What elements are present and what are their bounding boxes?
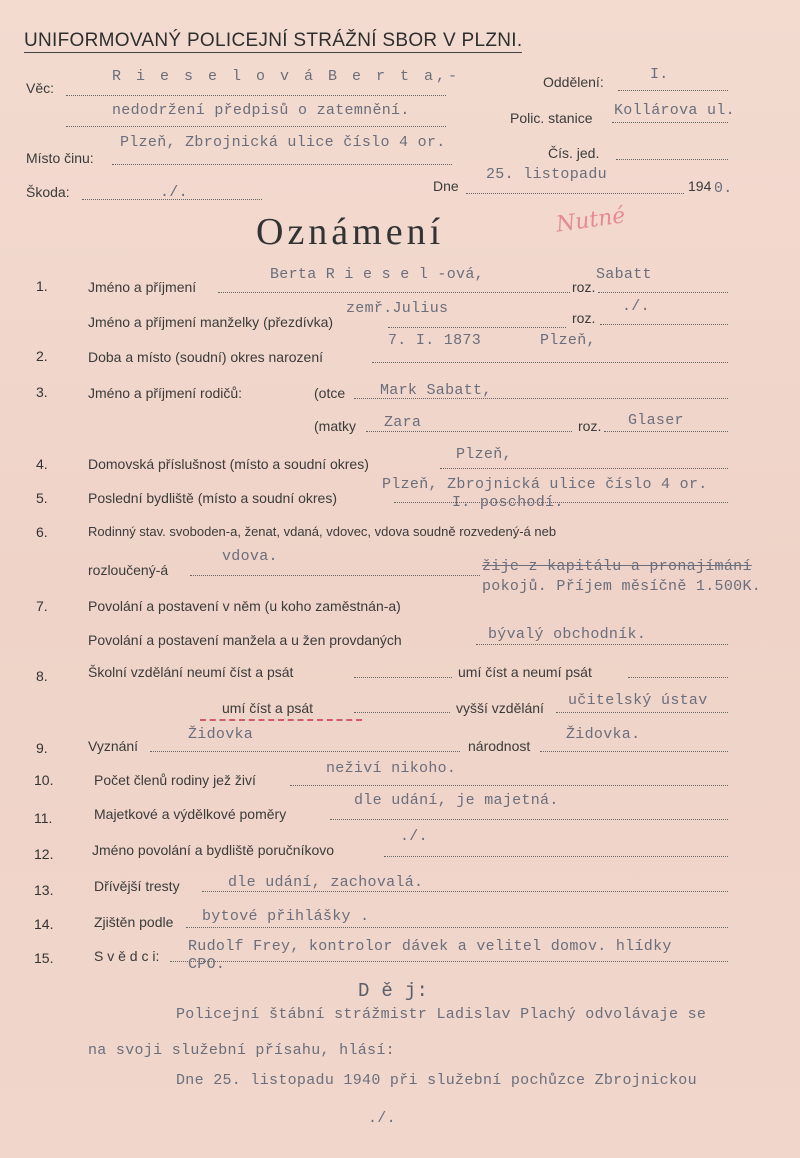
item-number: 9. — [36, 740, 48, 756]
form-title: Oznámení — [256, 211, 445, 253]
manzel-label: Jméno a příjmení manželky (přezdívka) — [88, 314, 334, 330]
dej-line-4: ./. — [368, 1110, 396, 1127]
vec-value-1: R i e s e l o v á B e r t a,- — [112, 68, 461, 85]
rodinny-value: vdova. — [222, 548, 278, 565]
povolani-label: Povolání a postavení v něm (u koho zaměstnán-a) — [88, 598, 401, 614]
jmeno-label: Jméno a příjmení — [88, 279, 197, 295]
narodnost-label: národnost — [468, 738, 531, 754]
zjisten-value: bytové přihlášky . — [202, 908, 370, 925]
item-number: 12. — [34, 846, 54, 862]
vyssi-label: vyšší vzdělání — [456, 700, 544, 716]
tresty-label: Dřívější tresty — [94, 878, 180, 894]
stanice-label: Polic. stanice — [510, 110, 593, 126]
roz-label-2: roz. — [572, 310, 596, 326]
vec-label: Věc: — [26, 80, 55, 96]
item-number: 8. — [36, 668, 48, 684]
svedci-value-1: Rudolf Frey, kontrolor dávek a velitel domov. hlídky — [188, 938, 672, 955]
porucnik-value: ./. — [400, 828, 428, 845]
item-number: 6. — [36, 524, 48, 540]
item-number: 15. — [34, 950, 54, 966]
povolani-value-2: pokojů. Příjem měsíčně 1.500K. — [482, 578, 762, 595]
year-typed: 0. — [714, 180, 733, 197]
otce-label: (otce — [314, 385, 346, 401]
zjisten-label: Zjištěn podle — [94, 914, 174, 930]
skolni-label: Školní vzdělání neumí číst a psát — [88, 664, 294, 680]
dej-line-1: Policejní štábní strážmistr Ladislav Plachý odvolávaje se — [176, 1006, 707, 1023]
bydliste-label: Poslední bydliště (místo a soudní okres) — [88, 490, 338, 506]
dne-label: Dne — [433, 178, 459, 194]
stanice-value: Kollárova ul. — [614, 102, 735, 119]
povolani-value-1: žije z kapitálu a pronajímání — [482, 558, 752, 575]
oddeleni-label: Oddělení: — [543, 74, 604, 90]
item-number: 7. — [36, 598, 48, 614]
stamp-nutne: Nutné — [554, 203, 627, 238]
jmeno-value: Berta R i e s e l -ová, — [270, 266, 484, 283]
dne-value: 25. listopadu — [486, 166, 607, 183]
pocet-value: neživí nikoho. — [326, 760, 457, 777]
item-number: 5. — [36, 490, 48, 506]
matky-roz-value: Glaser — [628, 412, 684, 429]
dej-line-3: Dne 25. listopadu 1940 při služební pochůzce Zbrojnickou — [176, 1072, 697, 1089]
dej-heading: D ě j: — [358, 980, 429, 1002]
doba-place: Plzeň, — [540, 332, 596, 349]
cis-label: Čís. jed. — [548, 145, 600, 161]
rodinny-label-2: rozloučený-á — [88, 562, 169, 578]
item-number: 14. — [34, 916, 54, 932]
year-printed: 194 — [688, 178, 712, 194]
vyznani-value: Židovka — [188, 726, 254, 743]
porucnik-label: Jméno povolání a bydliště poručníkovo — [92, 842, 335, 858]
manzel-value: zemř.Julius — [346, 300, 449, 317]
item-number: 4. — [36, 456, 48, 472]
povolani-manzel-value: bývalý obchodník. — [488, 626, 647, 643]
bydliste-value-1: Plzeň, Zbrojnická ulice číslo 4 or. — [382, 476, 708, 493]
doba-value: 7. I. 1873 — [388, 332, 482, 349]
misto-value: Plzeň, Zbrojnická ulice číslo 4 or. — [120, 134, 446, 151]
oddeleni-value: I. — [650, 66, 669, 83]
umi-cist-neumi: umí číst a neumí psát — [458, 664, 592, 680]
item-number: 1. — [36, 278, 48, 294]
vyssi-value: učitelský ústav — [568, 692, 708, 709]
vyznani-label: Vyznání — [88, 738, 139, 754]
matky-label: (matky — [314, 418, 356, 434]
roz-label: roz. — [572, 279, 596, 295]
item-number: 3. — [36, 384, 48, 400]
rodice-label: Jméno a příjmení rodičů: — [88, 385, 243, 401]
skoda-value: ./. — [160, 184, 188, 201]
skoda-label: Škoda: — [26, 184, 70, 200]
umi-cist-psat: umí číst a psát — [222, 700, 314, 716]
item-number: 10. — [34, 772, 54, 788]
narodnost-value: Židovka. — [566, 726, 641, 743]
item-number: 13. — [34, 882, 54, 898]
dej-line-2: na svoji služební přísahu, hlásí: — [88, 1042, 395, 1059]
matky-roz-label: roz. — [578, 418, 602, 434]
majetek-value: dle udání, je majetná. — [354, 792, 559, 809]
domov-label: Domovská příslušnost (místo a soudní okres) — [88, 456, 369, 472]
domov-value: Plzeň, — [456, 446, 512, 463]
roz2-value: ./. — [622, 298, 650, 315]
majetek-label: Majetkové a výdělkové poměry — [94, 806, 287, 822]
misto-label: Místo činu: — [26, 150, 94, 166]
tresty-value: dle udání, zachovalá. — [228, 874, 424, 891]
matky-value: Zara — [384, 414, 422, 431]
item-number: 11. — [34, 810, 53, 826]
vec-value-2: nedodržení předpisů o zatemnění. — [112, 102, 410, 119]
rodinny-label-1: Rodinný stav. svoboden-a, ženat, vdaná, vdovec, vdova soudně rozvedený-á neb — [88, 524, 557, 539]
doba-label: Doba a místo (soudní) okres narození — [88, 349, 324, 365]
otce-value: Mark Sabatt, — [380, 382, 492, 399]
roz-value: Sabatt — [596, 266, 652, 283]
bydliste-value-2: I. poschodí. — [452, 494, 564, 511]
svedci-value-2: CPO. — [188, 956, 226, 973]
form-header: UNIFORMOVANÝ POLICEJNÍ STRÁŽNÍ SBOR V PLZNI. — [24, 30, 523, 51]
povolani-manzel-label: Povolání a postavení manžela a u žen provdaných — [88, 632, 402, 648]
pocet-label: Počet členů rodiny jež živí — [94, 772, 256, 788]
svedci-label: S v ě d c i: — [94, 948, 160, 964]
item-number: 2. — [36, 348, 48, 364]
